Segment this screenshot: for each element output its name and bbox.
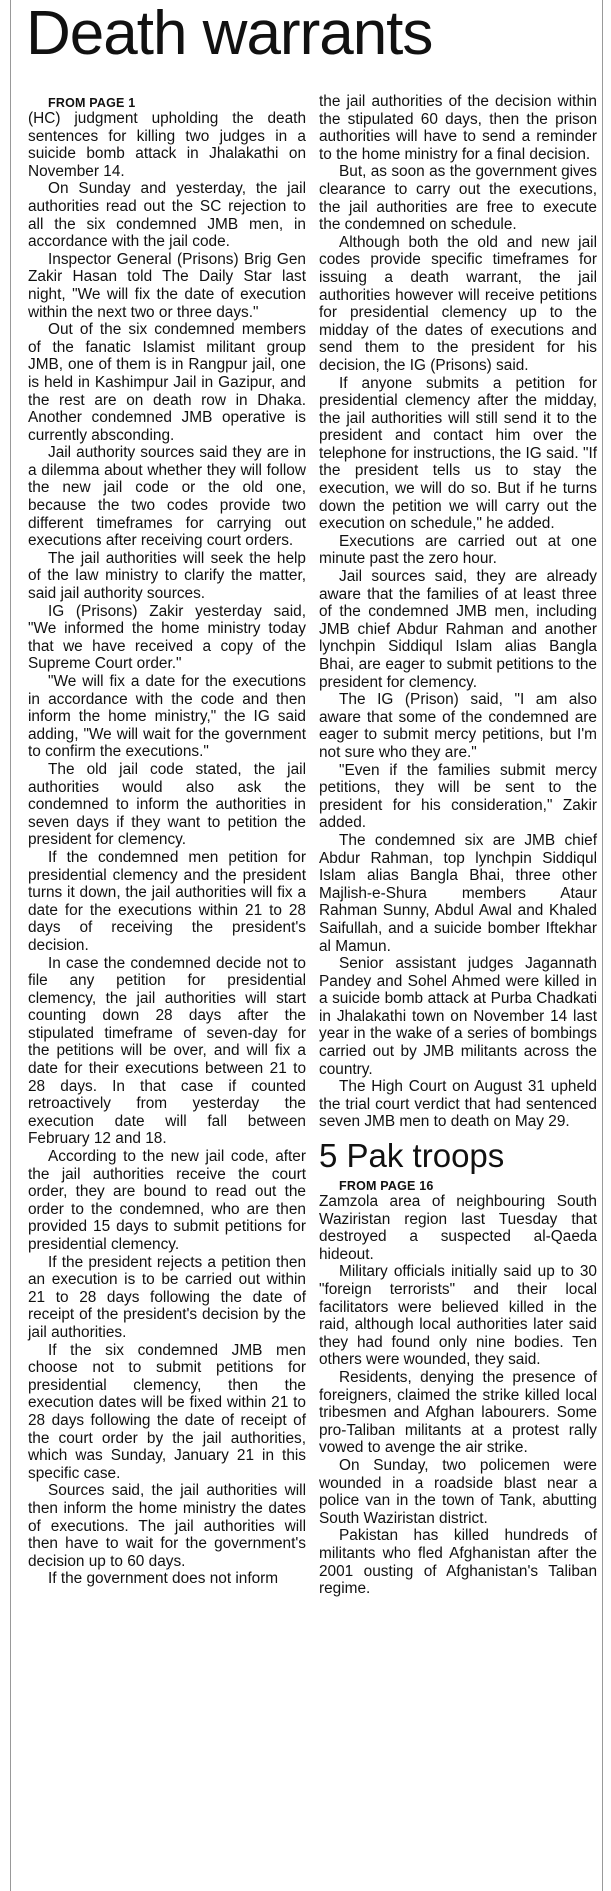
paragraph: If the six condemned JMB men choose not to submit petitions for presidential clemency, then the execution dates will be fixed within 21 to 28 days following the date of receipt of the court order by the jail authorities, which was Sunday, January 21 in this specific case.	[28, 1341, 306, 1482]
paragraph: The IG (Prison) said, "I am also aware that some of the condemned are eager to submit mercy petitions, but I'm not sure who they are."	[319, 691, 597, 761]
continuation-kicker: FROM PAGE 1	[48, 96, 136, 110]
paragraph: If the government does not inform	[48, 1570, 279, 1588]
paragraph: "We will fix a date for the executions in accordance with the code and then inform the home ministry," the IG said adding, "We will wait for the government to confirm the executions."	[28, 673, 306, 761]
paragraph: Zamzola area of neighbouring South Waziristan region last Tuesday that destroyed a suspected al-Qaeda hideout.	[319, 1193, 597, 1263]
article-headline: Death warrants	[26, 0, 433, 68]
paragraph: "Even if the families submit mercy petitions, they will be sent to the president for his consideration," Zakir added.	[319, 761, 597, 832]
paragraph: Military officials initially said up to 30 "foreign terrorists" and their local facilitators were believed killed in the raid, although local authorities later said they had found only nine bodies. Ten others were wounded, they said.	[319, 1263, 597, 1369]
paragraph: The old jail code stated, the jail authorities would also ask the condemned to inform the authorities in seven days if they want to petition the president for clemency.	[28, 760, 306, 849]
paragraph: IG (Prisons) Zakir yesterday said, "We informed the home ministry today that we have received a copy of the Supreme Court order."	[28, 602, 306, 673]
paragraph: the jail authorities of the decision within the stipulated 60 days, then the prison authorities will have to send a reminder to the home ministry for a final decision.	[319, 93, 597, 163]
paragraph: Executions are carried out at one minute past the zero hour.	[319, 532, 597, 568]
paragraph: Although both the old and new jail codes provide specific timeframes for issuing a death warrant, the jail authorities however will receive petitions for presidential clemency up to the midday of the dates of executions and send them to the president for his decision, the IG (Prisons) said.	[319, 233, 597, 374]
left-border-rule	[10, 0, 11, 1891]
paragraph: In case the condemned decide not to file any petition for presidential clemency, the jail authorities will start counting down 28 days after the stipulated timeframe of seven-day for the petitions will be over, and will fix a date for their executions between 21 to 28 days. In that case if counted retroactively from yesterday the execution date will fall between February 12 and 18.	[28, 954, 306, 1148]
paragraph: The High Court on August 31 upheld the trial court verdict that had sentenced seven JMB men to death on May 29.	[319, 1078, 597, 1131]
paragraph: Pakistan has killed hundreds of militants who fled Afghanistan after the 2001 ousting of Afghanistan's Taliban regime.	[319, 1527, 597, 1598]
paragraph: (HC) judgment upholding the death sentences for killing two judges in a suicide bomb attack in Jhalakathi on November 14.	[28, 110, 306, 180]
paragraph: Inspector General (Prisons) Brig Gen Zakir Hasan told The Daily Star last night, "We will fix the date of execution within the next two or three days."	[28, 250, 306, 321]
paragraph: Out of the six condemned members of the fanatic Islamist militant group JMB, one of them is in Rangpur jail, one is held in Kashimpur Jail in Gazipur, and the rest are on death row in Dhaka. Another condemned JMB operative is currently absconding.	[28, 321, 306, 444]
paragraph: Sources said, the jail authorities will then inform the home ministry the dates of executions. The jail authorities will then have to wait for the government's decision up to 60 days.	[28, 1482, 306, 1570]
article-column-2	[319, 93, 597, 1598]
right-border-rule	[602, 0, 603, 1891]
paragraph: But, as soon as the government gives clearance to carry out the executions, the jail authorities are free to execute the condemned on schedule.	[319, 163, 597, 234]
paragraph: On Sunday and yesterday, the jail authorities read out the SC rejection to all the six condemned JMB men, in accordance with the jail code.	[28, 180, 306, 251]
paragraph: According to the new jail code, after the jail authorities receive the court order, they are bound to read out the order to the condemned, who are then provided 15 days to submit petitions for presidential clemency.	[28, 1148, 306, 1253]
article-column-1	[28, 96, 306, 1588]
second-article-headline: 5 Pak troops	[319, 1137, 505, 1175]
paragraph: Residents, denying the presence of foreigners, claimed the strike killed local tribesmen and Afghan labourers. Some pro-Taliban militants at a protest rally vowed to avenge the air strike.	[319, 1368, 597, 1457]
paragraph: Jail sources said, they are already aware that the families of at least three of the condemned JMB men, including JMB chief Abdur Rahman and another lynchpin Siddiqul Islam alias Bangla Bhai, are eager to submit petitions to the president for clemency.	[319, 568, 597, 691]
paragraph: The jail authorities will seek the help of the law ministry to clarify the matter, said jail authority sources.	[28, 549, 306, 603]
paragraph: If anyone submits a petition for presidential clemency after the midday, the jail authorities will still send it to the president and contact him over the telephone for instructions, the IG said. "If the president tells us to stay the execution, we will do so. But if he turns down the petition we will carry out the execution on schedule," he added.	[319, 374, 597, 533]
second-article-kicker: FROM PAGE 16	[339, 1179, 434, 1194]
paragraph: Senior assistant judges Jagannath Pandey and Sohel Ahmed were killed in a suicide bomb attack at Purba Chadkati in Jhalakathi town on November 14 last year in the wake of a series of bombings carried out by JMB militants across the country.	[319, 955, 597, 1078]
paragraph: If the president rejects a petition then an execution is to be carried out within 21 to 28 days following the date of receipt of the president's decision by the jail authorities.	[28, 1253, 306, 1341]
paragraph: The condemned six are JMB chief Abdur Rahman, top lynchpin Siddiqul Islam alias Bangla Bhai, three other Majlish-e-Shura members Ataur Rahman Sunny, Abdul Awal and Khaled Saifullah, and a suicide bomber Iftekhar al Mamun.	[319, 831, 597, 955]
paragraph: On Sunday, two policemen were wounded in a roadside blast near a police van in the town of Tank, abutting South Waziristan district.	[319, 1456, 597, 1527]
paragraph: Jail authority sources said they are in a dilemma about whether they will follow the new jail code or the old one, because the two codes provide two different timeframes for carrying out executions after receiving court orders.	[28, 444, 306, 550]
paragraph: If the condemned men petition for presidential clemency and the president turns it down, the jail authorities will fix a date for the executions within 21 to 28 days of receiving the president's decision.	[28, 848, 306, 954]
